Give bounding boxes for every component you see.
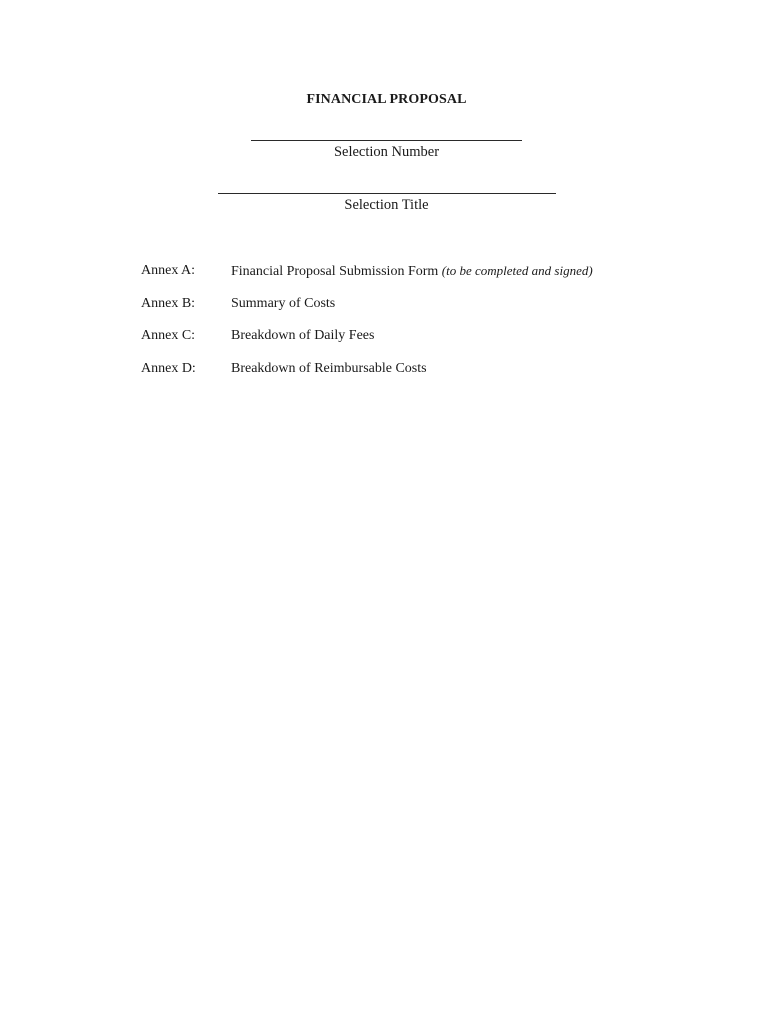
annex-row-d bbox=[141, 361, 701, 381]
annex-text: Summary of Costs bbox=[231, 296, 336, 311]
annex-text-wrapper bbox=[231, 263, 593, 280]
annex-label: Annex A: bbox=[141, 263, 196, 278]
annex-text: Breakdown of Daily Fees bbox=[231, 328, 375, 343]
annex-note: (to be completed and signed) bbox=[441, 263, 593, 278]
document-title: FINANCIAL PROPOSAL bbox=[306, 92, 467, 107]
annex-label: Annex C: bbox=[141, 328, 196, 343]
annex-text: Financial Proposal Submission Form bbox=[231, 264, 439, 279]
selection-number-blank bbox=[251, 140, 522, 141]
annex-text: Breakdown of Reimbursable Costs bbox=[231, 361, 427, 376]
selection-title-blank bbox=[218, 193, 556, 194]
annex-label: Annex B: bbox=[141, 296, 196, 311]
selection-title-caption: Selection Title bbox=[344, 197, 429, 213]
selection-number-caption: Selection Number bbox=[333, 144, 440, 160]
annex-label: Annex D: bbox=[141, 361, 196, 376]
annex-row-b bbox=[141, 296, 701, 316]
annex-row-a bbox=[141, 263, 701, 283]
annex-row-c bbox=[141, 328, 701, 348]
